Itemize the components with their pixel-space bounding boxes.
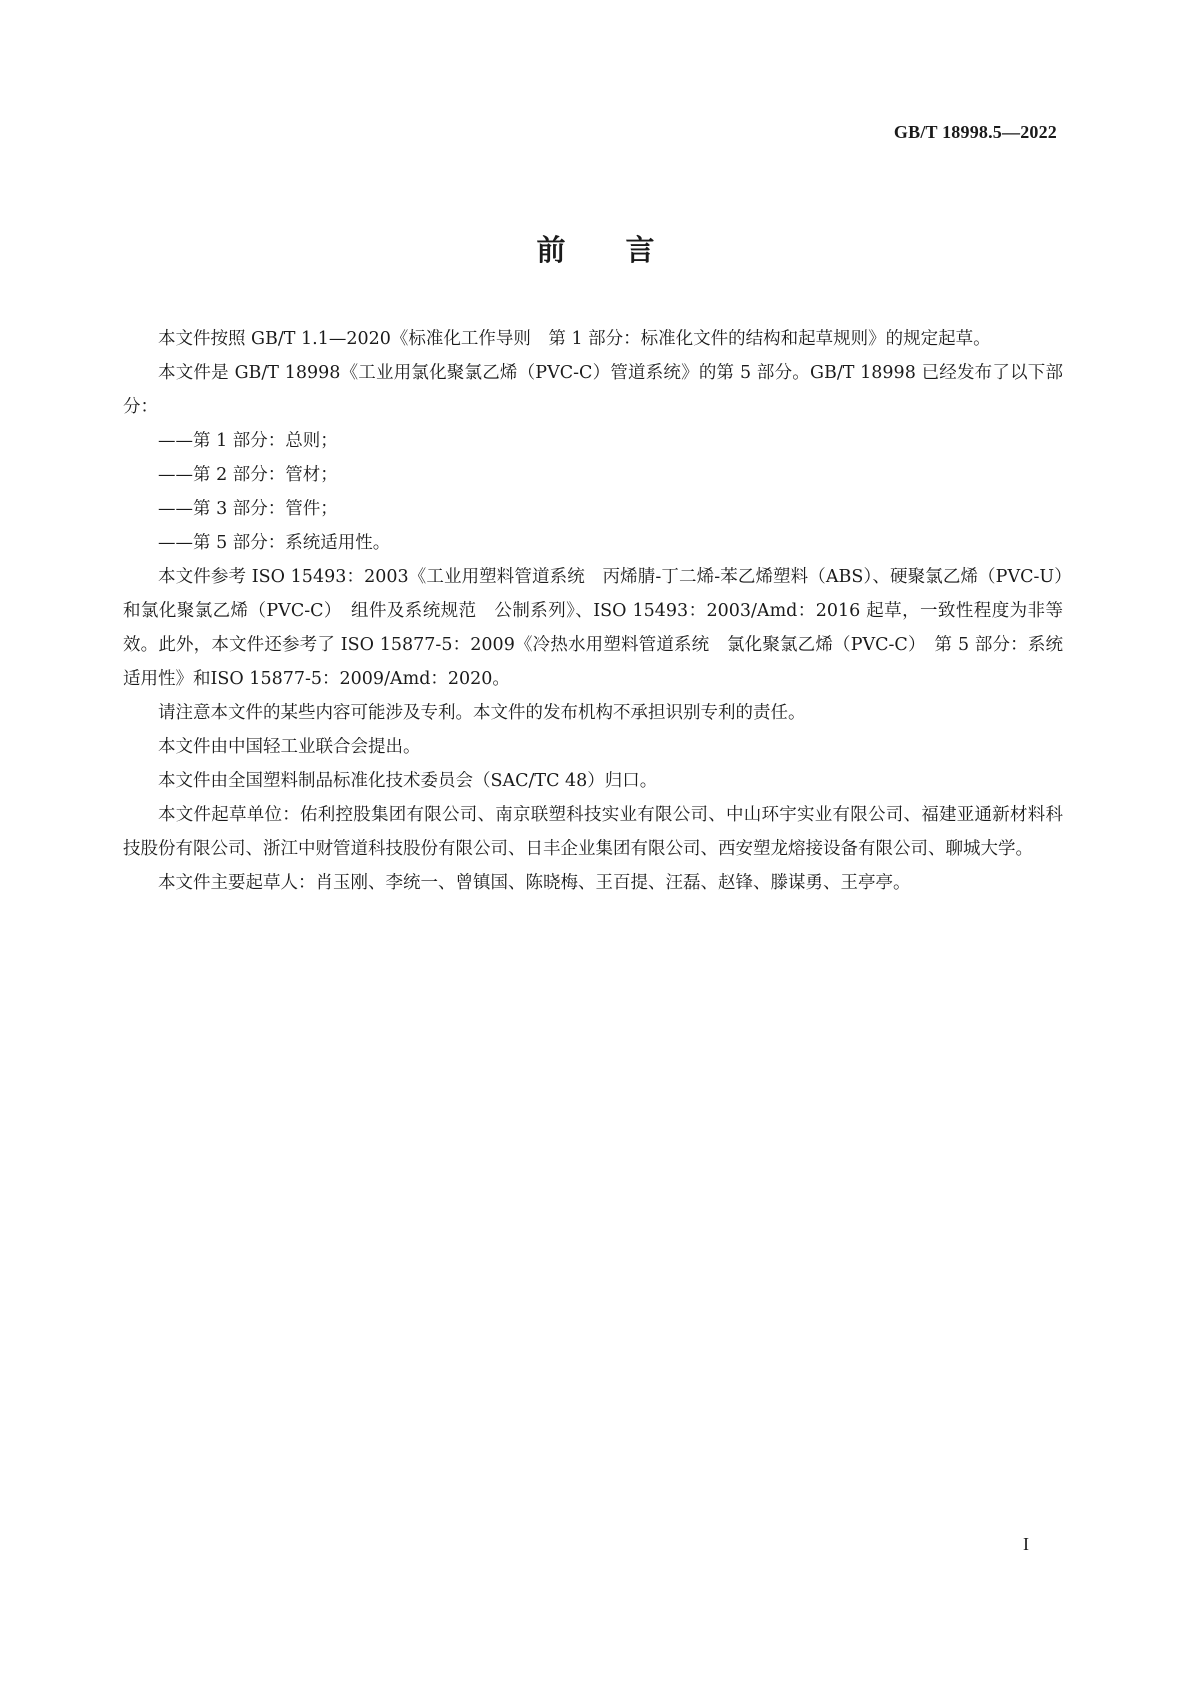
list-item-part-2: ——第 2 部分：管材；: [158, 465, 338, 485]
page-number: I: [1023, 1534, 1029, 1554]
paragraph-references: 本文件参考 ISO 15493：2003《工业用塑料管道系统 丙烯腈-丁二烯-苯乙烯塑料（ABS）、硬聚氯乙烯（PVC-U）和氯化聚氯乙烯（PVC-C） 组件及系统规范 公制系列》、ISO 15493：2003/Amd：2016 起草，一致性程度为非等效。此外，本文件还参考了 ISO 15877-5：2009《冷热水用塑料管道系统 氯化聚氯乙烯（PVC-C） 第 5 部分：系统适用性》和ISO 15877-5：2009/Amd：2020。: [123, 567, 1063, 689]
paragraph-drafting-units: 本文件起草单位：佑利控股集团有限公司、南京联塑科技实业有限公司、中山环宇实业有限公司、福建亚通新材料科技股份有限公司、浙江中财管道科技股份有限公司、日丰企业集团有限公司、西安塑龙熔接设备有限公司、聊城大学。: [123, 805, 1063, 859]
paragraph-patent-notice: 请注意本文件的某些内容可能涉及专利。本文件的发布机构不承担识别专利的责任。: [158, 703, 806, 723]
document-body: [123, 322, 1063, 900]
paragraph-drafters: 本文件主要起草人：肖玉刚、李统一、曾镇国、陈晓梅、王百提、汪磊、赵锋、滕谋勇、王亭亭。: [158, 873, 911, 893]
paragraph-series-parts: 本文件是 GB/T 18998《工业用氯化聚氯乙烯（PVC-C）管道系统》的第 5 部分。GB/T 18998 已经发布了以下部分：: [123, 363, 1063, 417]
list-item-part-1: ——第 1 部分：总则；: [158, 431, 338, 451]
page-title: 前言: [536, 233, 715, 267]
list-item-part-5: ——第 5 部分：系统适用性。: [158, 533, 391, 553]
paragraph-drafting-rules: 本文件按照 GB/T 1.1—2020《标准化工作导则 第 1 部分：标准化文件的结构和起草规则》的规定起草。: [158, 329, 991, 349]
list-item-part-3: ——第 3 部分：管件；: [158, 499, 338, 519]
paragraph-proposer: 本文件由中国轻工业联合会提出。: [158, 737, 421, 757]
paragraph-committee: 本文件由全国塑料制品标准化技术委员会（SAC/TC 48）归口。: [158, 771, 658, 791]
standard-code-header: GB/T 18998.5—2022: [893, 122, 1057, 142]
